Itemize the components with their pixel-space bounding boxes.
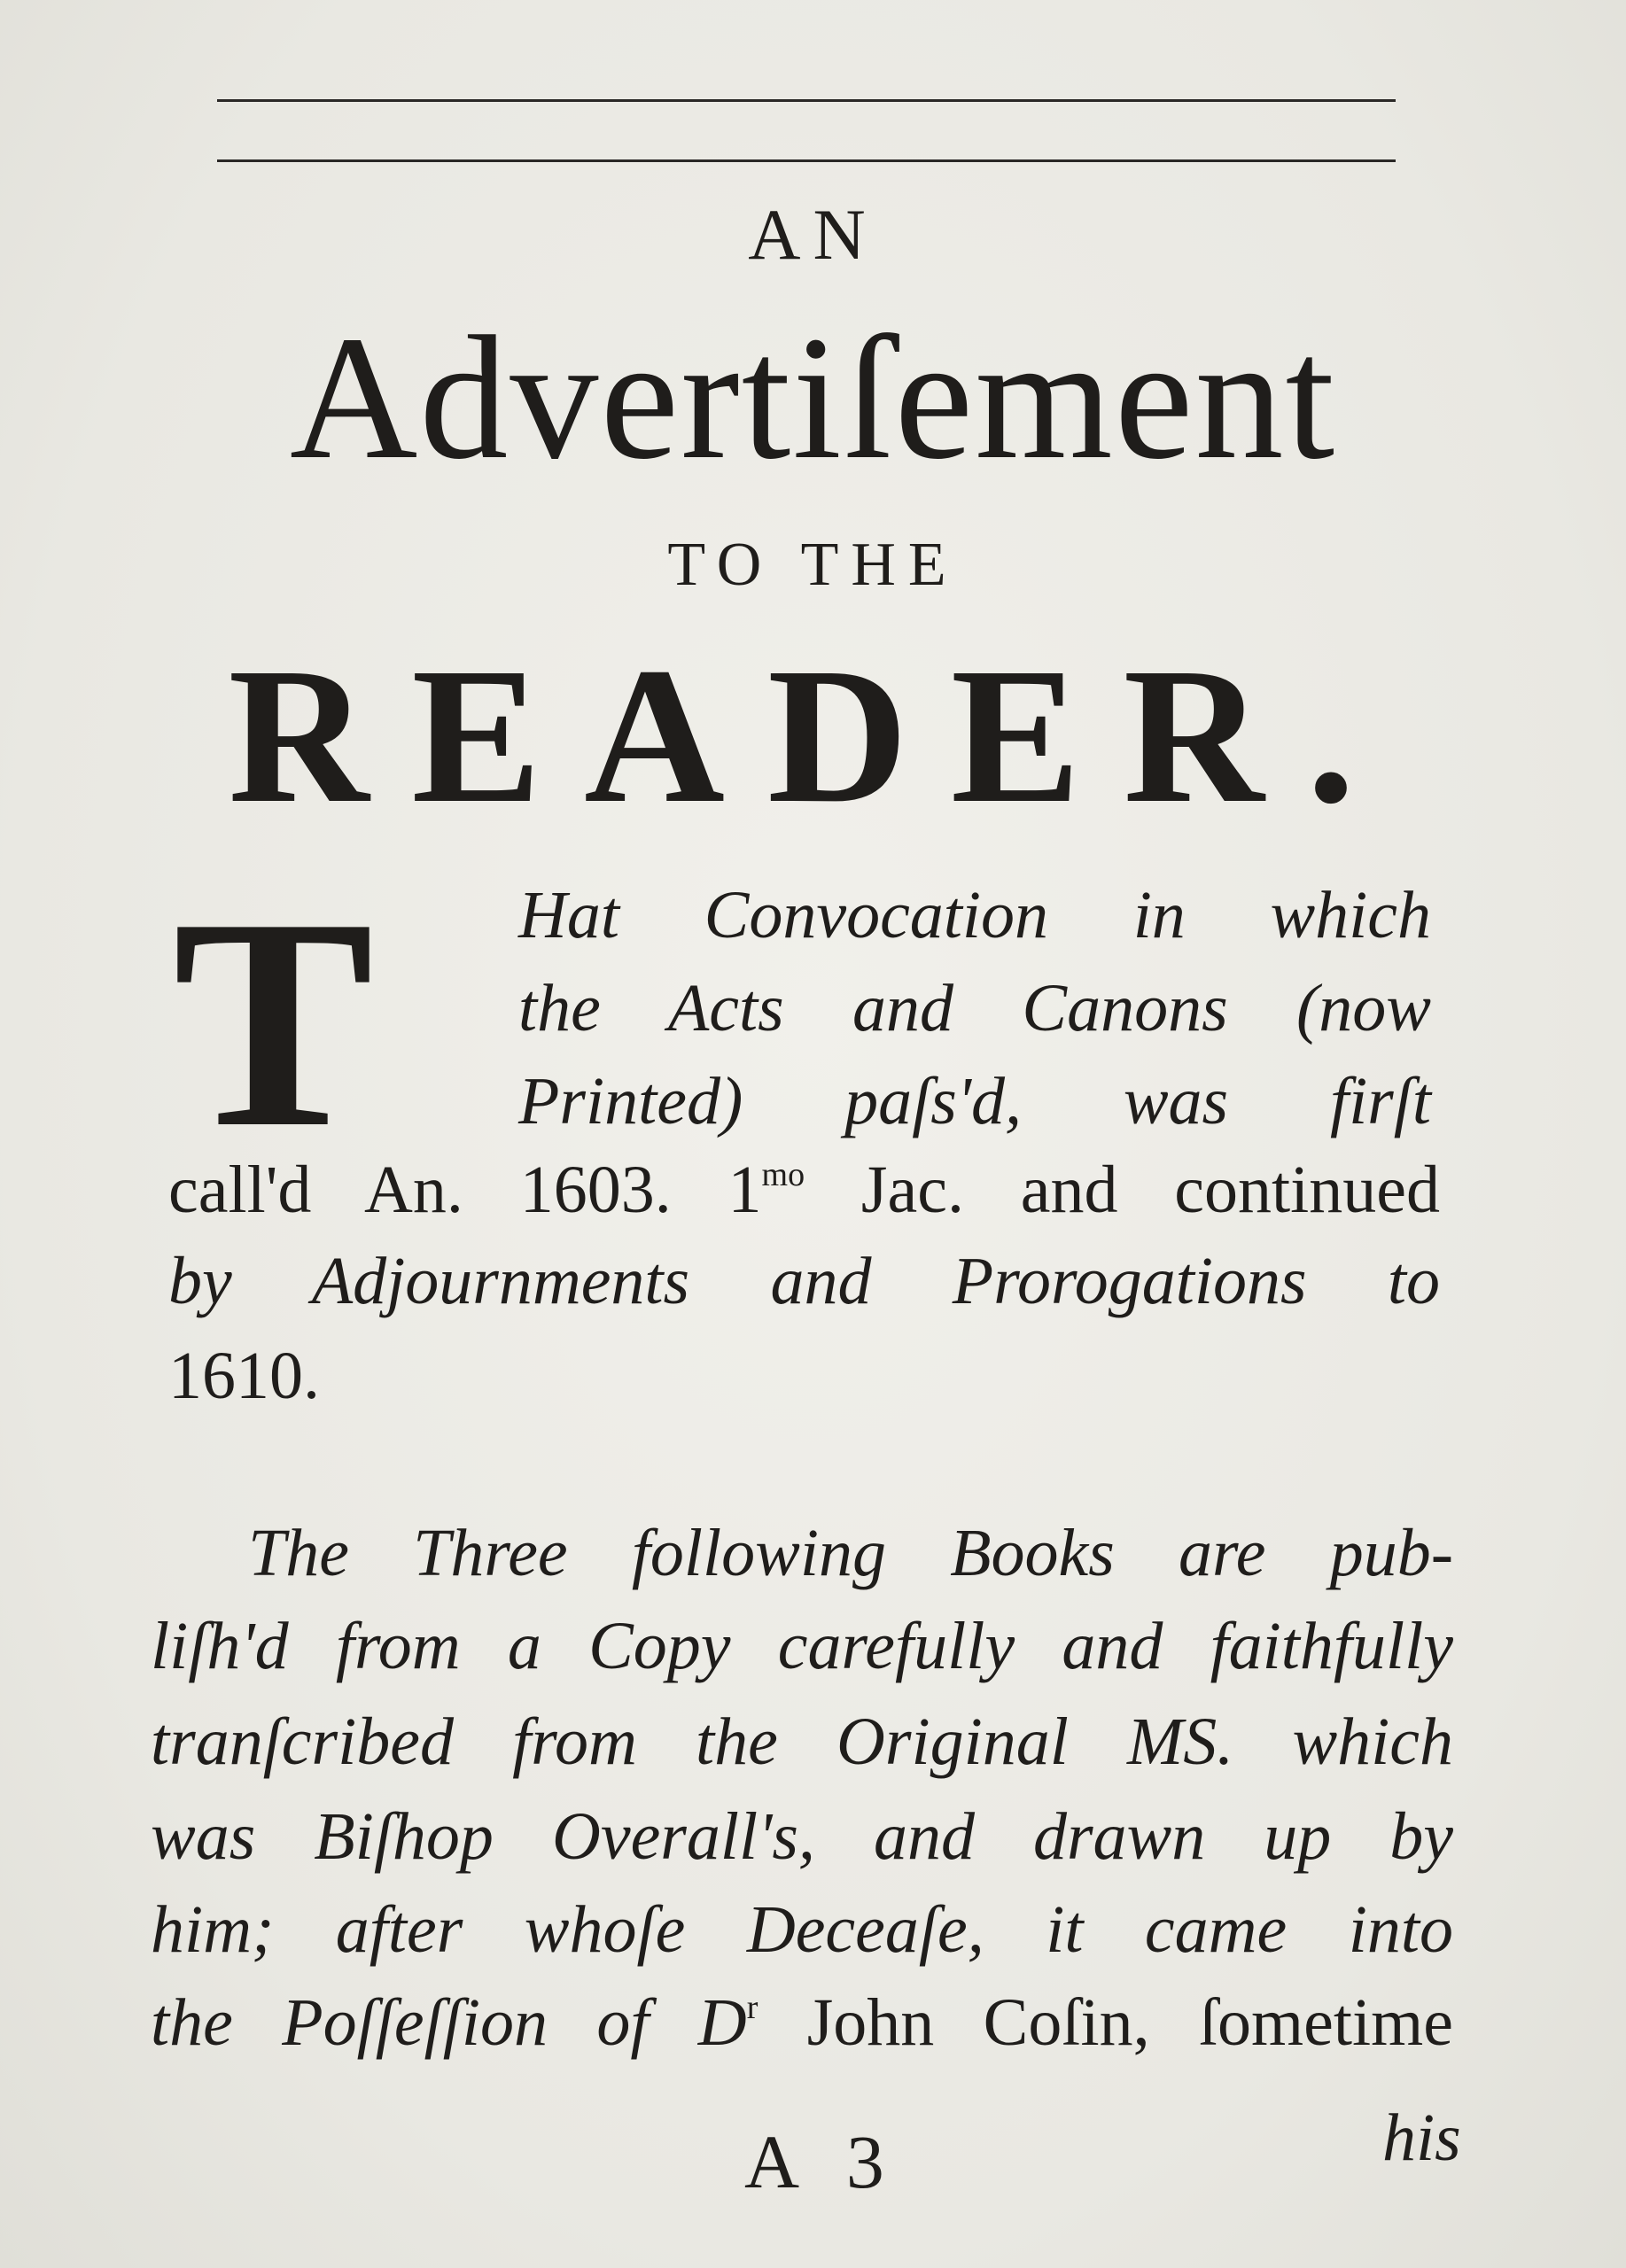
paragraph2-line: tranſcribed from the Original MS. which xyxy=(151,1705,1453,1779)
paragraph2-line: was Biſhop Overall's, and drawn up by xyxy=(151,1799,1453,1874)
paragraph1-line xyxy=(168,1153,1440,1227)
top-rule xyxy=(217,99,1396,102)
heading-advertisement: Advertiſement xyxy=(289,300,1337,496)
heading-an: AN xyxy=(748,194,878,275)
drop-cap: T xyxy=(173,856,374,1190)
heading-reader: READER. xyxy=(228,627,1398,843)
paragraph1-line: by Adjournments and Prorogations to xyxy=(168,1244,1440,1318)
paragraph2-line6-sup: r xyxy=(746,1989,759,2026)
paragraph2-line xyxy=(151,1985,1453,2060)
paragraph1-line4-pre: call'd An. 1603. 1 xyxy=(168,1153,762,1227)
paragraph2-line6-post: John Coſin, ſometime xyxy=(758,1985,1453,2060)
paragraph1-line: 1610. xyxy=(168,1339,320,1413)
paragraph1-line: Hat Convocation in which xyxy=(518,878,1431,952)
paragraph2-line6-pre: the Poſſeſſion of D xyxy=(151,1985,747,2060)
heading-to-the: TO THE xyxy=(667,531,959,599)
paragraph1-line: Printed) paſs'd, was firſt xyxy=(518,1064,1431,1138)
paragraph1-line: the Acts and Canons (now xyxy=(518,971,1431,1045)
catchword: his xyxy=(1382,2101,1461,2175)
second-rule xyxy=(217,159,1396,162)
paragraph2-line: liſh'd from a Copy carefully and faithfully xyxy=(151,1609,1453,1683)
paragraph2-line: him; after whoſe Deceaſe, it came into xyxy=(151,1892,1453,1967)
signature-mark: A 3 xyxy=(744,2119,900,2204)
paragraph2-line: The Three following Books are pub- xyxy=(248,1516,1453,1590)
paragraph1-line4-sup: mo xyxy=(761,1156,805,1193)
paragraph1-line4-post: Jac. and continued xyxy=(805,1153,1440,1227)
